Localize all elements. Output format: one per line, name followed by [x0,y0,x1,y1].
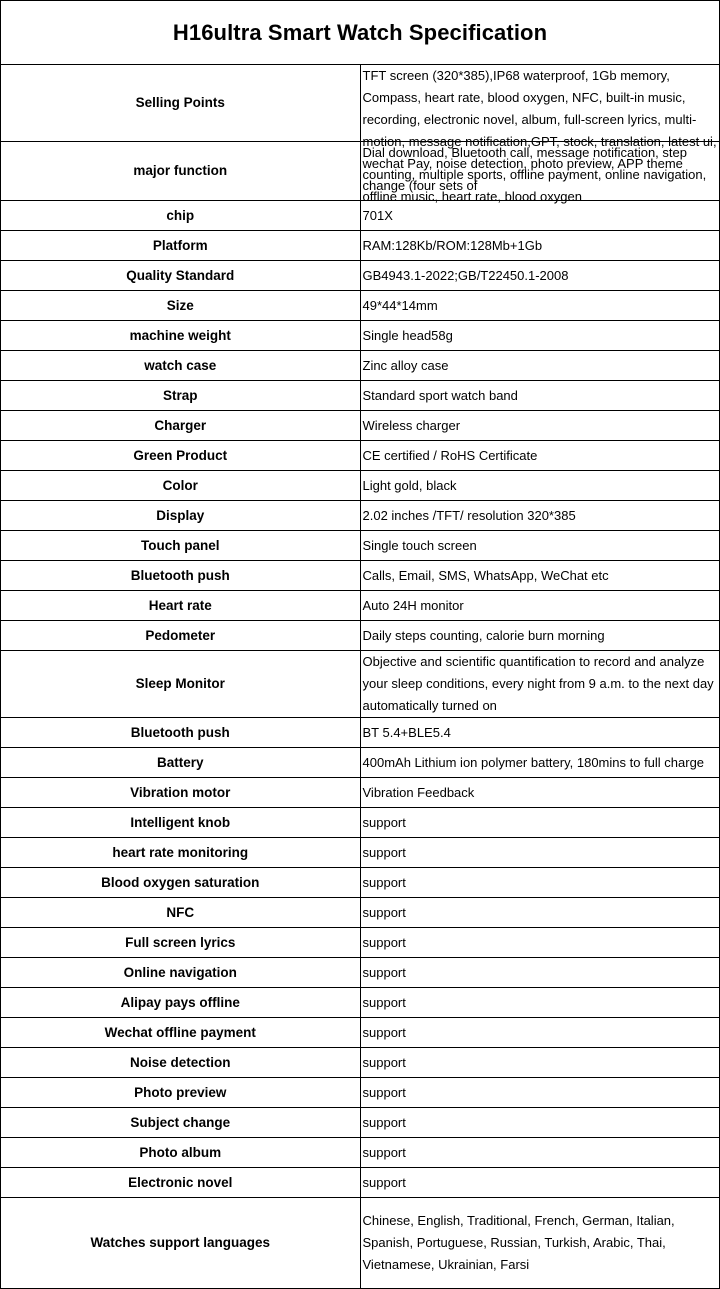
row-label: Subject change [1,1108,361,1138]
table-row [1,718,720,748]
row-value: Single head58g [360,321,720,351]
row-value: 49*44*14mm [360,291,720,321]
row-value: Daily steps counting, calorie burn morning [360,621,720,651]
row-value: RAM:128Kb/ROM:128Mb+1Gb [360,231,720,261]
table-row [1,142,720,201]
row-label: Pedometer [1,621,361,651]
row-label: Green Product [1,441,361,471]
row-value: 2.02 inches /TFT/ resolution 320*385 [360,501,720,531]
row-label: watch case [1,351,361,381]
table-row [1,1138,720,1168]
row-label: Online navigation [1,958,361,988]
table-row [1,838,720,868]
row-value: support [360,1138,720,1168]
row-value: support [360,868,720,898]
row-value: support [360,1108,720,1138]
table-row [1,1108,720,1138]
table-row [1,1018,720,1048]
table-row [1,441,720,471]
table-row [1,868,720,898]
table-row [1,1078,720,1108]
table-row [1,808,720,838]
row-value: Calls, Email, SMS, WhatsApp, WeChat etc [360,561,720,591]
table-row [1,531,720,561]
row-label: Selling Points [1,65,361,142]
row-value: BT 5.4+BLE5.4 [360,718,720,748]
table-row [1,1168,720,1198]
row-value: support [360,808,720,838]
table-row [1,471,720,501]
row-label: Platform [1,231,361,261]
table-row [1,778,720,808]
table-row [1,321,720,351]
table-row [1,621,720,651]
row-value: support [360,1018,720,1048]
row-value: Standard sport watch band [360,381,720,411]
title-row [1,1,720,65]
spec-title: H16ultra Smart Watch Specification [1,1,720,65]
row-value: support [360,988,720,1018]
table-row [1,351,720,381]
table-row [1,411,720,441]
row-value: Objective and scientific quantification to record and analyze your sleep conditions, every night from 9 a.m. to the next day automatically turned on [360,651,720,718]
table-row [1,231,720,261]
row-label: machine weight [1,321,361,351]
row-label: NFC [1,898,361,928]
row-value: Zinc alloy case [360,351,720,381]
row-label: Heart rate [1,591,361,621]
row-value: support [360,1168,720,1198]
row-label: Intelligent knob [1,808,361,838]
row-label: Display [1,501,361,531]
row-value: 701X [360,201,720,231]
row-value: support [360,838,720,868]
row-label: Watches support languages [1,1198,361,1289]
table-row [1,928,720,958]
row-value: Single touch screen [360,531,720,561]
row-value: support [360,958,720,988]
table-row [1,65,720,142]
row-value: 400mAh Lithium ion polymer battery, 180mins to full charge [360,748,720,778]
table-row [1,291,720,321]
row-label: Electronic novel [1,1168,361,1198]
row-value: support [360,1078,720,1108]
table-row [1,748,720,778]
row-label: Battery [1,748,361,778]
row-label: Blood oxygen saturation [1,868,361,898]
row-value: support [360,1048,720,1078]
row-label: heart rate monitoring [1,838,361,868]
table-row [1,501,720,531]
row-label: Bluetooth push [1,561,361,591]
row-value: CE certified / RoHS Certificate [360,441,720,471]
row-label: major function [1,142,361,201]
row-value: GB4943.1-2022;GB/T22450.1-2008 [360,261,720,291]
row-label: Strap [1,381,361,411]
row-value: Auto 24H monitor [360,591,720,621]
table-row [1,898,720,928]
row-label: Charger [1,411,361,441]
row-label: Alipay pays offline [1,988,361,1018]
row-value-text: TFT screen (320*385),IP68 waterproof, 1Gb memory, Compass, heart rate, blood oxygen, NFC, built-in music, recording, electronic novel, album, full-screen lyrics, multi-motion, message notification,GPT, stock, translation, latest ui, wechat Pay, noise detection, photo preview, APP theme change (four sets of [362,68,717,193]
table-row [1,561,720,591]
row-label: Photo preview [1,1078,361,1108]
row-label: Size [1,291,361,321]
table-row [1,958,720,988]
row-label: Photo album [1,1138,361,1168]
row-label: Full screen lyrics [1,928,361,958]
row-value [360,142,720,204]
table-row [1,1048,720,1078]
table-row [1,1198,720,1289]
table-row [1,381,720,411]
row-label: Noise detection [1,1048,361,1078]
row-value: Chinese, English, Traditional, French, German, Italian, Spanish, Portuguese, Russian, Turkish, Arabic, Thai, Vietnamese, Ukrainian, Farsi [360,1198,720,1289]
row-label: Bluetooth push [1,718,361,748]
row-value-text: Dial download, Bluetooth call, message notification, step counting, multiple sports, offline payment, online navigation, offline music, heart rate, blood oxygen [362,145,707,204]
row-label: Vibration motor [1,778,361,808]
row-label: Wechat offline payment [1,1018,361,1048]
row-value: Wireless charger [360,411,720,441]
row-value: Light gold, black [360,471,720,501]
table-row [1,591,720,621]
table-row [1,651,720,718]
row-label: chip [1,201,361,231]
row-value: support [360,928,720,958]
row-label: Color [1,471,361,501]
row-label: Touch panel [1,531,361,561]
row-value: Vibration Feedback [360,778,720,808]
row-value: support [360,898,720,928]
table-row [1,988,720,1018]
row-label: Quality Standard [1,261,361,291]
row-label: Sleep Monitor [1,651,361,718]
table-row [1,201,720,231]
table-row [1,261,720,291]
